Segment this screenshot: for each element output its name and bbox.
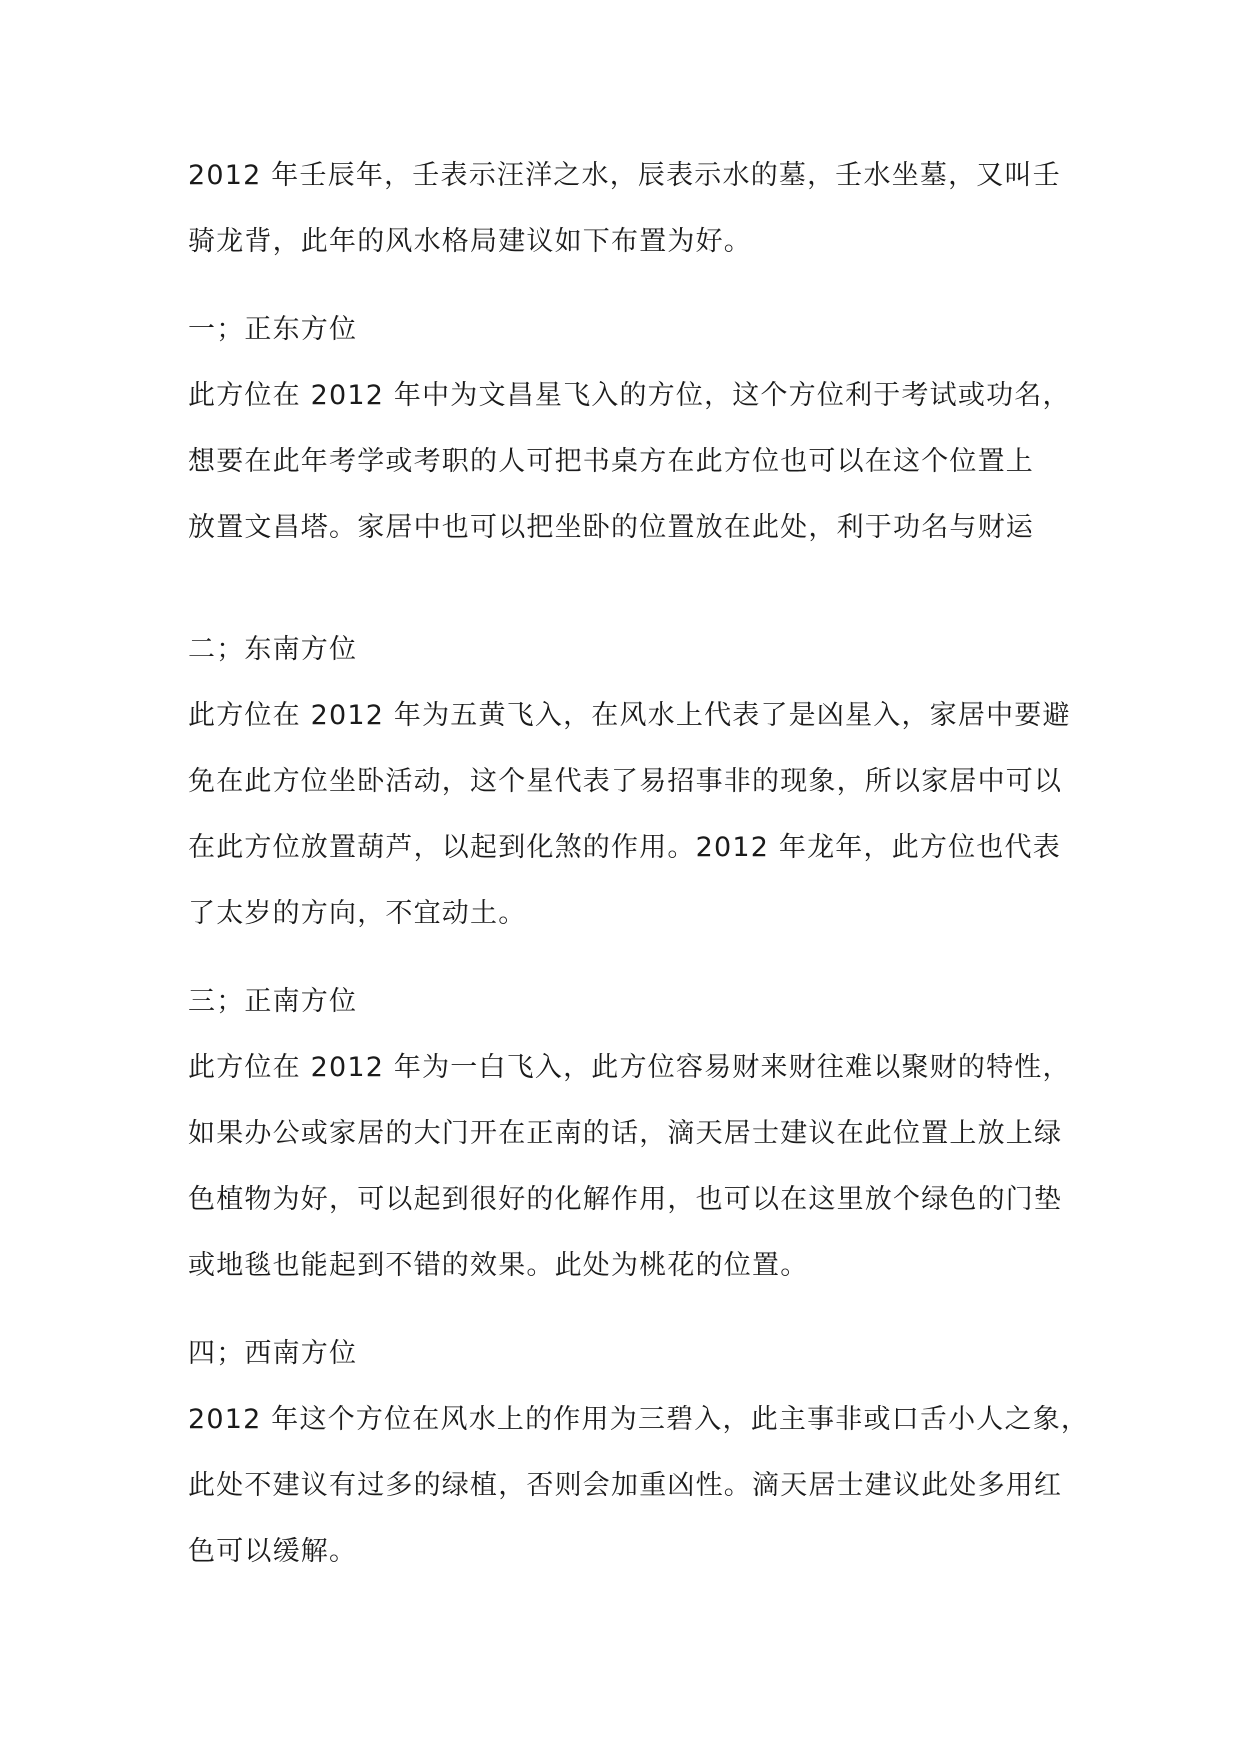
intro-line: 骑龙背，此年的风水格局建议如下布置为好。: [188, 226, 752, 257]
section-line: 色植物为好，可以起到很好的化解作用，也可以在这里放个绿色的门垫: [188, 1184, 1063, 1215]
section-heading: 二；东南方位: [188, 634, 358, 665]
spacer: [188, 962, 1068, 984]
section-line: 此方位在 2012 年为五黄飞入，在风水上代表了是凶星入，家居中要避: [188, 700, 1071, 731]
section-line: 在此方位放置葫芦，以起到化煞的作用。2012 年龙年，此方位也代表: [188, 832, 1061, 863]
spacer: [188, 576, 1068, 632]
section-heading: 四；西南方位: [188, 1338, 358, 1369]
section-line: 2012 年这个方位在风水上的作用为三碧入，此主事非或口舌小人之象，: [188, 1404, 1090, 1435]
section-south: [188, 984, 1071, 1284]
intro-paragraph: [188, 158, 1068, 260]
section-line: 或地毯也能起到不错的效果。此处为桃花的位置。: [188, 1250, 809, 1281]
section-line: 放置文昌塔。家居中也可以把坐卧的位置放在此处，利于功名与财运: [188, 512, 1034, 543]
section-east: [188, 312, 1071, 546]
section-heading: 一；正东方位: [188, 314, 358, 345]
section-southeast: [188, 632, 1071, 932]
spacer: [188, 1314, 1068, 1336]
section-line: 免在此方位坐卧活动，这个星代表了易招事非的现象，所以家居中可以: [188, 766, 1063, 797]
section-southwest: [188, 1336, 1090, 1570]
intro-line: 2012 年壬辰年，壬表示汪洋之水，辰表示水的墓，壬水坐墓，又叫壬: [188, 160, 1061, 191]
spacer: [188, 290, 1068, 312]
section-line: 此处不建议有过多的绿植，否则会加重凶性。滴天居士建议此处多用红: [188, 1470, 1063, 1501]
section-line: 色可以缓解。: [188, 1536, 358, 1567]
section-line: 此方位在 2012 年中为文昌星飞入的方位，这个方位利于考试或功名，: [188, 380, 1071, 411]
section-heading: 三；正南方位: [188, 986, 358, 1017]
section-line: 如果办公或家居的大门开在正南的话，滴天居士建议在此位置上放上绿: [188, 1118, 1063, 1149]
section-line: 此方位在 2012 年为一白飞入，此方位容易财来财往难以聚财的特性，: [188, 1052, 1071, 1083]
section-line: 了太岁的方向，不宜动土。: [188, 898, 527, 929]
section-line: 想要在此年考学或考职的人可把书桌方在此方位也可以在这个位置上: [188, 446, 1034, 477]
document-page: [188, 158, 1090, 1600]
